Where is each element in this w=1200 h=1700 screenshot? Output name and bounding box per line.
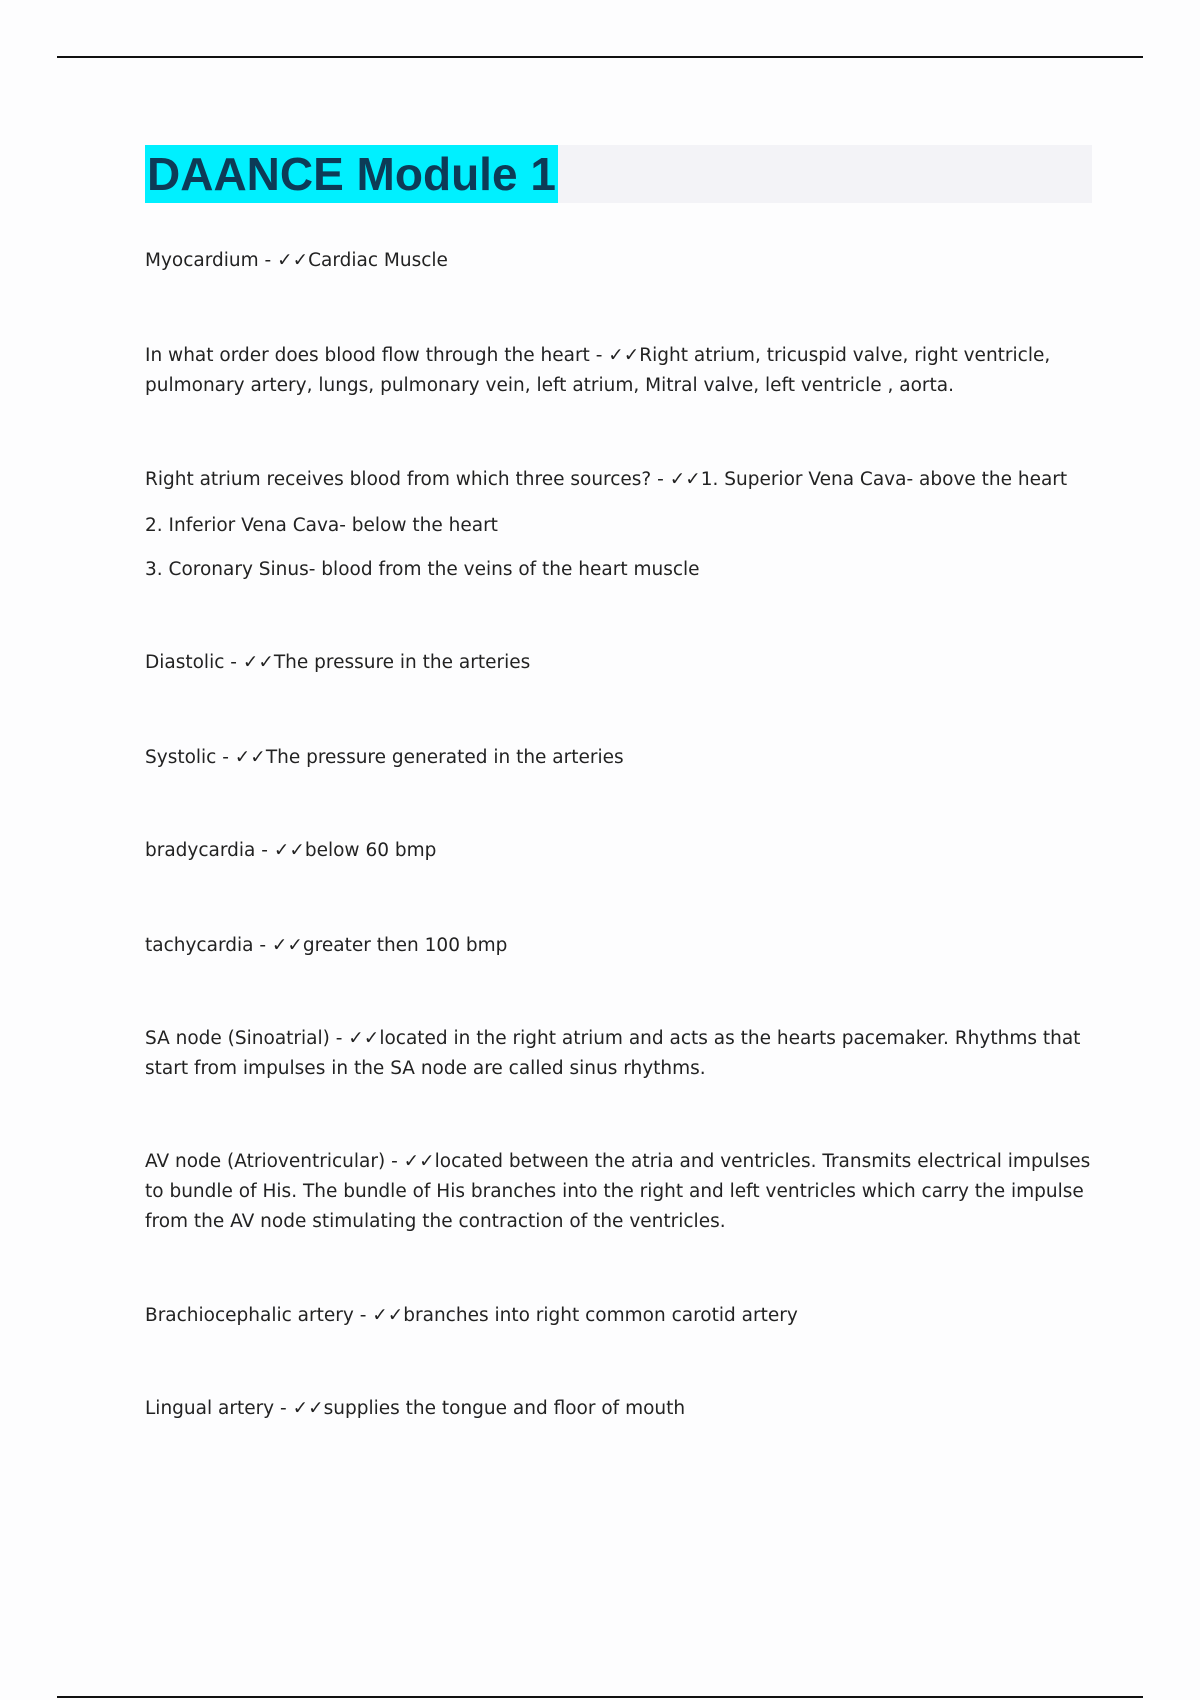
separator: - bbox=[329, 1028, 349, 1049]
double-check-icon: ✓✓ bbox=[277, 250, 309, 271]
separator: - bbox=[353, 1305, 373, 1326]
qa-term: SA node (Sinoatrial) bbox=[145, 1028, 330, 1049]
double-check-icon: ✓✓ bbox=[608, 345, 640, 366]
qa-term: Right atrium receives blood from which three sources? bbox=[145, 469, 652, 490]
qa-entry-lingual-artery bbox=[145, 1394, 1095, 1424]
qa-answer: greater then 100 bmp bbox=[302, 935, 508, 956]
double-check-icon: ✓✓ bbox=[242, 652, 274, 673]
qa-answer: located in the right atrium and acts as the hearts pacemaker. Rhythms that start from impulses in the SA node are called sinus rhythms. bbox=[145, 1028, 1081, 1079]
qa-entry-bradycardia bbox=[145, 836, 1095, 866]
qa-answer: Right atrium, tricuspid valve, right ventricle, pulmonary artery, lungs, pulmonary vein, left atrium, Mitral valve, left ventricle , aorta. bbox=[145, 345, 1051, 396]
double-check-icon: ✓✓ bbox=[403, 1151, 435, 1172]
qa-term: In what order does blood flow through the heart bbox=[145, 345, 590, 366]
qa-term: Systolic bbox=[145, 747, 217, 768]
qa-term: tachycardia bbox=[145, 935, 254, 956]
qa-entry-av-node bbox=[145, 1147, 1095, 1237]
double-check-icon: ✓✓ bbox=[271, 935, 303, 956]
qa-answer: branches into right common carotid artery bbox=[403, 1305, 798, 1326]
title-band bbox=[145, 145, 1092, 203]
qa-term: Brachiocephalic artery bbox=[145, 1305, 354, 1326]
qa-entry-right-atrium-line-3 bbox=[145, 555, 1095, 585]
separator: - bbox=[274, 1398, 293, 1419]
separator: - bbox=[385, 1151, 404, 1172]
qa-entry-systolic bbox=[145, 743, 1095, 773]
qa-term: Myocardium bbox=[145, 250, 259, 271]
qa-term: AV node (Atrioventricular) bbox=[145, 1151, 386, 1172]
qa-answer: located between the atria and ventricles. Transmits electrical impulses to bundle of His. The bundle of His branches into the right and left ventricles which carry the impulse from the AV node stimulating the contraction of the ventricles. bbox=[145, 1151, 1091, 1232]
qa-answer: The pressure in the arteries bbox=[273, 652, 531, 673]
qa-entry-right-atrium bbox=[145, 465, 1095, 495]
separator: - bbox=[216, 747, 235, 768]
qa-entry-tachycardia bbox=[145, 931, 1095, 961]
double-check-icon: ✓✓ bbox=[234, 747, 266, 768]
qa-answer-line: 2. Inferior Vena Cava- below the heart bbox=[145, 515, 498, 536]
separator: - bbox=[255, 840, 274, 861]
qa-entry-diastolic bbox=[145, 648, 1095, 678]
double-check-icon: ✓✓ bbox=[273, 840, 305, 861]
qa-entry-sa-node bbox=[145, 1024, 1095, 1084]
double-check-icon: ✓✓ bbox=[372, 1305, 404, 1326]
qa-entry-right-atrium-line-2 bbox=[145, 511, 1095, 541]
qa-entry-myocardium bbox=[145, 246, 1095, 276]
top-rule bbox=[57, 56, 1143, 58]
double-check-icon: ✓✓ bbox=[292, 1398, 324, 1419]
qa-answer: The pressure generated in the arteries bbox=[265, 747, 624, 768]
qa-entry-blood-flow bbox=[145, 341, 1095, 401]
qa-answer: Cardiac Muscle bbox=[308, 250, 448, 271]
separator: - bbox=[258, 250, 278, 271]
qa-term: Lingual artery bbox=[145, 1398, 275, 1419]
qa-term: bradycardia bbox=[145, 840, 256, 861]
qa-answer: below 60 bmp bbox=[304, 840, 437, 861]
document-title: DAANCE Module 1 bbox=[145, 145, 558, 203]
separator: - bbox=[253, 935, 272, 956]
qa-entry-brachiocephalic bbox=[145, 1301, 1095, 1331]
separator: - bbox=[224, 652, 243, 673]
qa-answer: 1. Superior Vena Cava- above the heart bbox=[700, 469, 1068, 490]
bottom-rule bbox=[57, 1696, 1143, 1698]
qa-term: Diastolic bbox=[145, 652, 225, 673]
separator: - bbox=[589, 345, 609, 366]
double-check-icon: ✓✓ bbox=[669, 469, 701, 490]
separator: - bbox=[651, 469, 670, 490]
qa-answer-line: 3. Coronary Sinus- blood from the veins of the heart muscle bbox=[145, 559, 700, 580]
qa-answer: supplies the tongue and floor of mouth bbox=[323, 1398, 686, 1419]
double-check-icon: ✓✓ bbox=[348, 1028, 380, 1049]
